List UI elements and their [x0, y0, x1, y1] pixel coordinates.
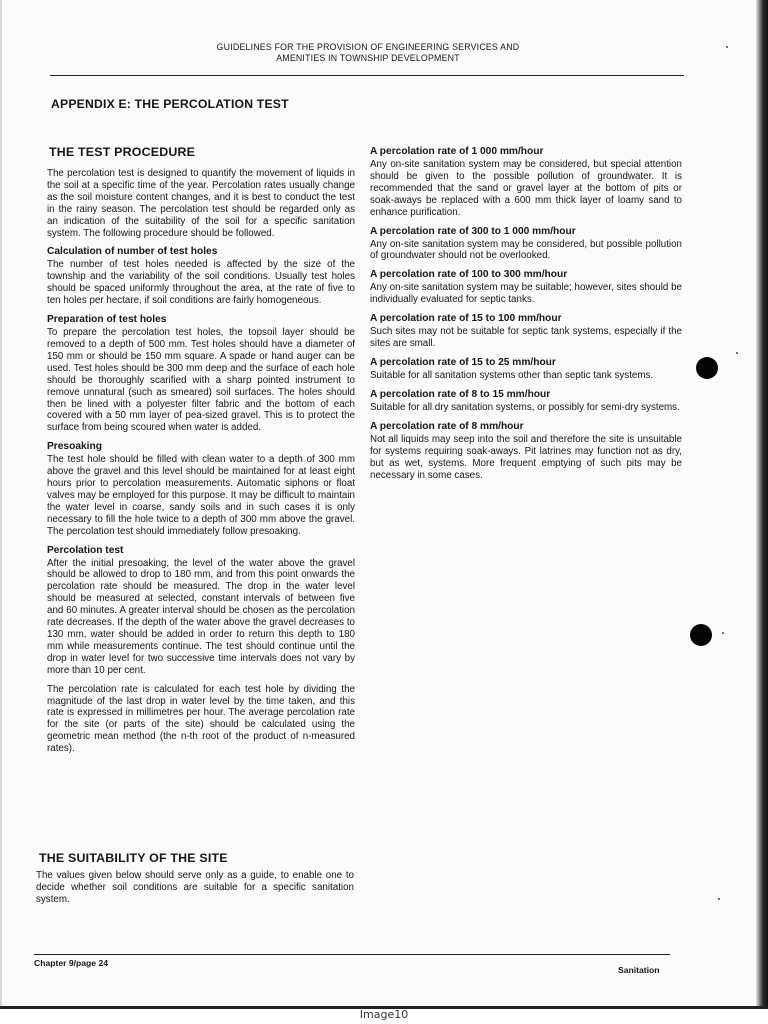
intro-paragraph-block — [47, 168, 355, 239]
scan-speck — [718, 898, 720, 900]
rate-title: A percolation rate of 15 to 25 mm/hour — [370, 356, 556, 368]
left-column — [47, 145, 355, 762]
rate-title: A percolation rate of 8 to 15 mm/hour — [370, 388, 551, 400]
footer-chapter-label: Sanitation — [618, 965, 660, 975]
rate-title: A percolation rate of 8 mm/hour — [370, 420, 524, 432]
subsection-title: Presoaking — [47, 441, 102, 453]
rate-title: A percolation rate of 15 to 100 mm/hour — [370, 313, 562, 325]
rate-item — [370, 389, 682, 414]
subsection-text: To prepare the percolation test holes, the topsoil layer should be removed to a depth of 500 mm. Test holes should have a diameter of 150 mm or should be 150 mm square. A spade or hand auger can be used. Test holes should be 300 mm deep and the surface of each hole should be thoroughly scarified with a sharp pointed instrument to remove unnatural (such as smeared) soil surfaces. The holes should then be lined with a polyester filter fabric and the bottom of each covered with a 50 mm layer of pea-sized gravel. This is to protect the surface from being scoured when water is added. — [47, 327, 355, 434]
subsection-text: The number of test holes needed is affected by the size of the township and the variability of the soil conditions. Usually test holes should be spaced uniformly throughout the area, at the rate of five to ten holes per hectare, if soil conditions are fairly homogeneous. — [47, 259, 355, 307]
header-rule — [50, 75, 684, 76]
punch-hole — [696, 357, 718, 379]
closing-paragraph-block — [47, 684, 355, 755]
rate-item — [370, 357, 682, 382]
suitability-paragraph-block — [36, 870, 354, 906]
header-line-1: GUIDELINES FOR THE PROVISION OF ENGINEERING SERVICES AND — [216, 42, 520, 52]
scan-speck — [736, 352, 738, 354]
scan-speck — [722, 632, 724, 634]
intro-paragraph: The percolation test is designed to quantify the movement of liquids in the soil at a specific time of the year. Percolation rates usually change as the soil moisture content changes, and it is best to conduct the test in the rainy season. The percolation test should be regarded only as an indication of the suitability of the soil for a specific sanitation system. The following procedure should be followed. — [47, 168, 355, 239]
right-column — [370, 146, 682, 488]
rate-text: Any on-site sanitation system may be considered, but possible pollution of groundwater should not be overlooked. — [370, 238, 682, 262]
rate-item — [370, 313, 682, 350]
subsection-calculation — [47, 246, 355, 307]
rate-title: A percolation rate of 300 to 1 000 mm/hour — [370, 225, 576, 237]
punch-hole — [690, 624, 712, 646]
subsection-text: The test hole should be filled with clean water to a depth of 300 mm above the gravel and this level should be maintained for at least eight hours prior to percolation measurements. Automatic siphons or float valves may be employed for this purpose. It may be difficult to maintain the water level in coarse, sandy soils and in such cases it is only necessary to fill the hole twice to a depth of 300 mm above the gravel. The percolation test should immediately follow presoaking. — [47, 454, 355, 537]
subsection-title: Calculation of number of test holes — [47, 246, 218, 258]
page-edge-left — [0, 0, 2, 1006]
rate-title: A percolation rate of 100 to 300 mm/hour — [370, 269, 568, 281]
rate-title: A percolation rate of 1 000 mm/hour — [370, 146, 544, 157]
rate-text: Any on-site sanitation system may be considered, but special attention should be given to the possible pollution of groundwater. It is recommended that the sand or gravel layer at the bottom of pits or soak-aways be replaced with a 600 mm thick layer of loamy sand to enhance purification. — [370, 159, 682, 218]
footer-rule — [34, 954, 670, 955]
page-edge-right — [756, 0, 768, 1006]
footer-page-label: Chapter 9/page 24 — [34, 958, 109, 968]
subsection-text: After the initial presoaking, the level of the water above the gravel should be allowed to drop to 180 mm, and from this point onwards the percolation rate should be measured. The drop in the water level should be measured at selected, constant intervals of between five and 60 minutes. A greater interval should be chosen as the percolation rate decreases. If the depth of the water above the gravel decreases to 130 mm, water should be added in order to return this depth to 180 mm while measurements continue. The test should continue until the drop in water level for two successive time intervals does not vary by more than 10 per cent. — [47, 557, 355, 676]
running-header — [150, 42, 586, 64]
subsection-presoaking — [47, 441, 355, 537]
rate-text: Any on-site sanitation system may be suitable; however, sites should be individually evaluated for septic tanks. — [370, 282, 682, 306]
appendix-title: APPENDIX E: THE PERCOLATION TEST — [51, 97, 289, 111]
subsection-preparation — [47, 314, 355, 434]
rate-text: Such sites may not be suitable for septic tank systems, especially if the sites are small. — [370, 326, 682, 350]
rate-item — [370, 226, 682, 263]
rate-text: Suitable for all sanitation systems other than septic tank systems. — [370, 369, 654, 381]
subsection-title: Preparation of test holes — [47, 314, 167, 326]
subsection-title: Percolation test — [47, 544, 124, 556]
rate-item — [370, 269, 682, 306]
header-line-2: AMENITIES IN TOWNSHIP DEVELOPMENT — [276, 53, 460, 63]
rate-item — [370, 146, 682, 219]
image-caption: Image10 — [359, 1008, 409, 1021]
rate-item — [370, 421, 682, 482]
closing-paragraph: The percolation rate is calculated for each test hole by dividing the magnitude of the last drop in water level by the time taken, and this rate is expressed in millimetres per hour. The average percolation rate for the site (or parts of the site) should be calculated using the geometric mean method (the n-th root of the product of n-measured rates). — [47, 683, 355, 755]
scan-speck — [726, 46, 728, 48]
section-heading-test-procedure: THE TEST PROCEDURE — [49, 145, 196, 159]
rate-text: Not all liquids may seep into the soil and therefore the site is unsuitable for systems requiring soak-aways. Pit latrines may function not as dry, but as wet, systems. More frequent emptying of such pits may be necessary in some cases. — [370, 433, 682, 481]
rate-text: Suitable for all dry sanitation systems, or possibly for semi-dry systems. — [370, 401, 680, 413]
suitability-paragraph: The values given below should serve only as a guide, to enable one to decide whether soil conditions are suitable for a specific sanitation system. — [36, 870, 354, 905]
section-heading-suitability: THE SUITABILITY OF THE SITE — [39, 851, 228, 865]
subsection-percolation-test — [47, 545, 355, 677]
